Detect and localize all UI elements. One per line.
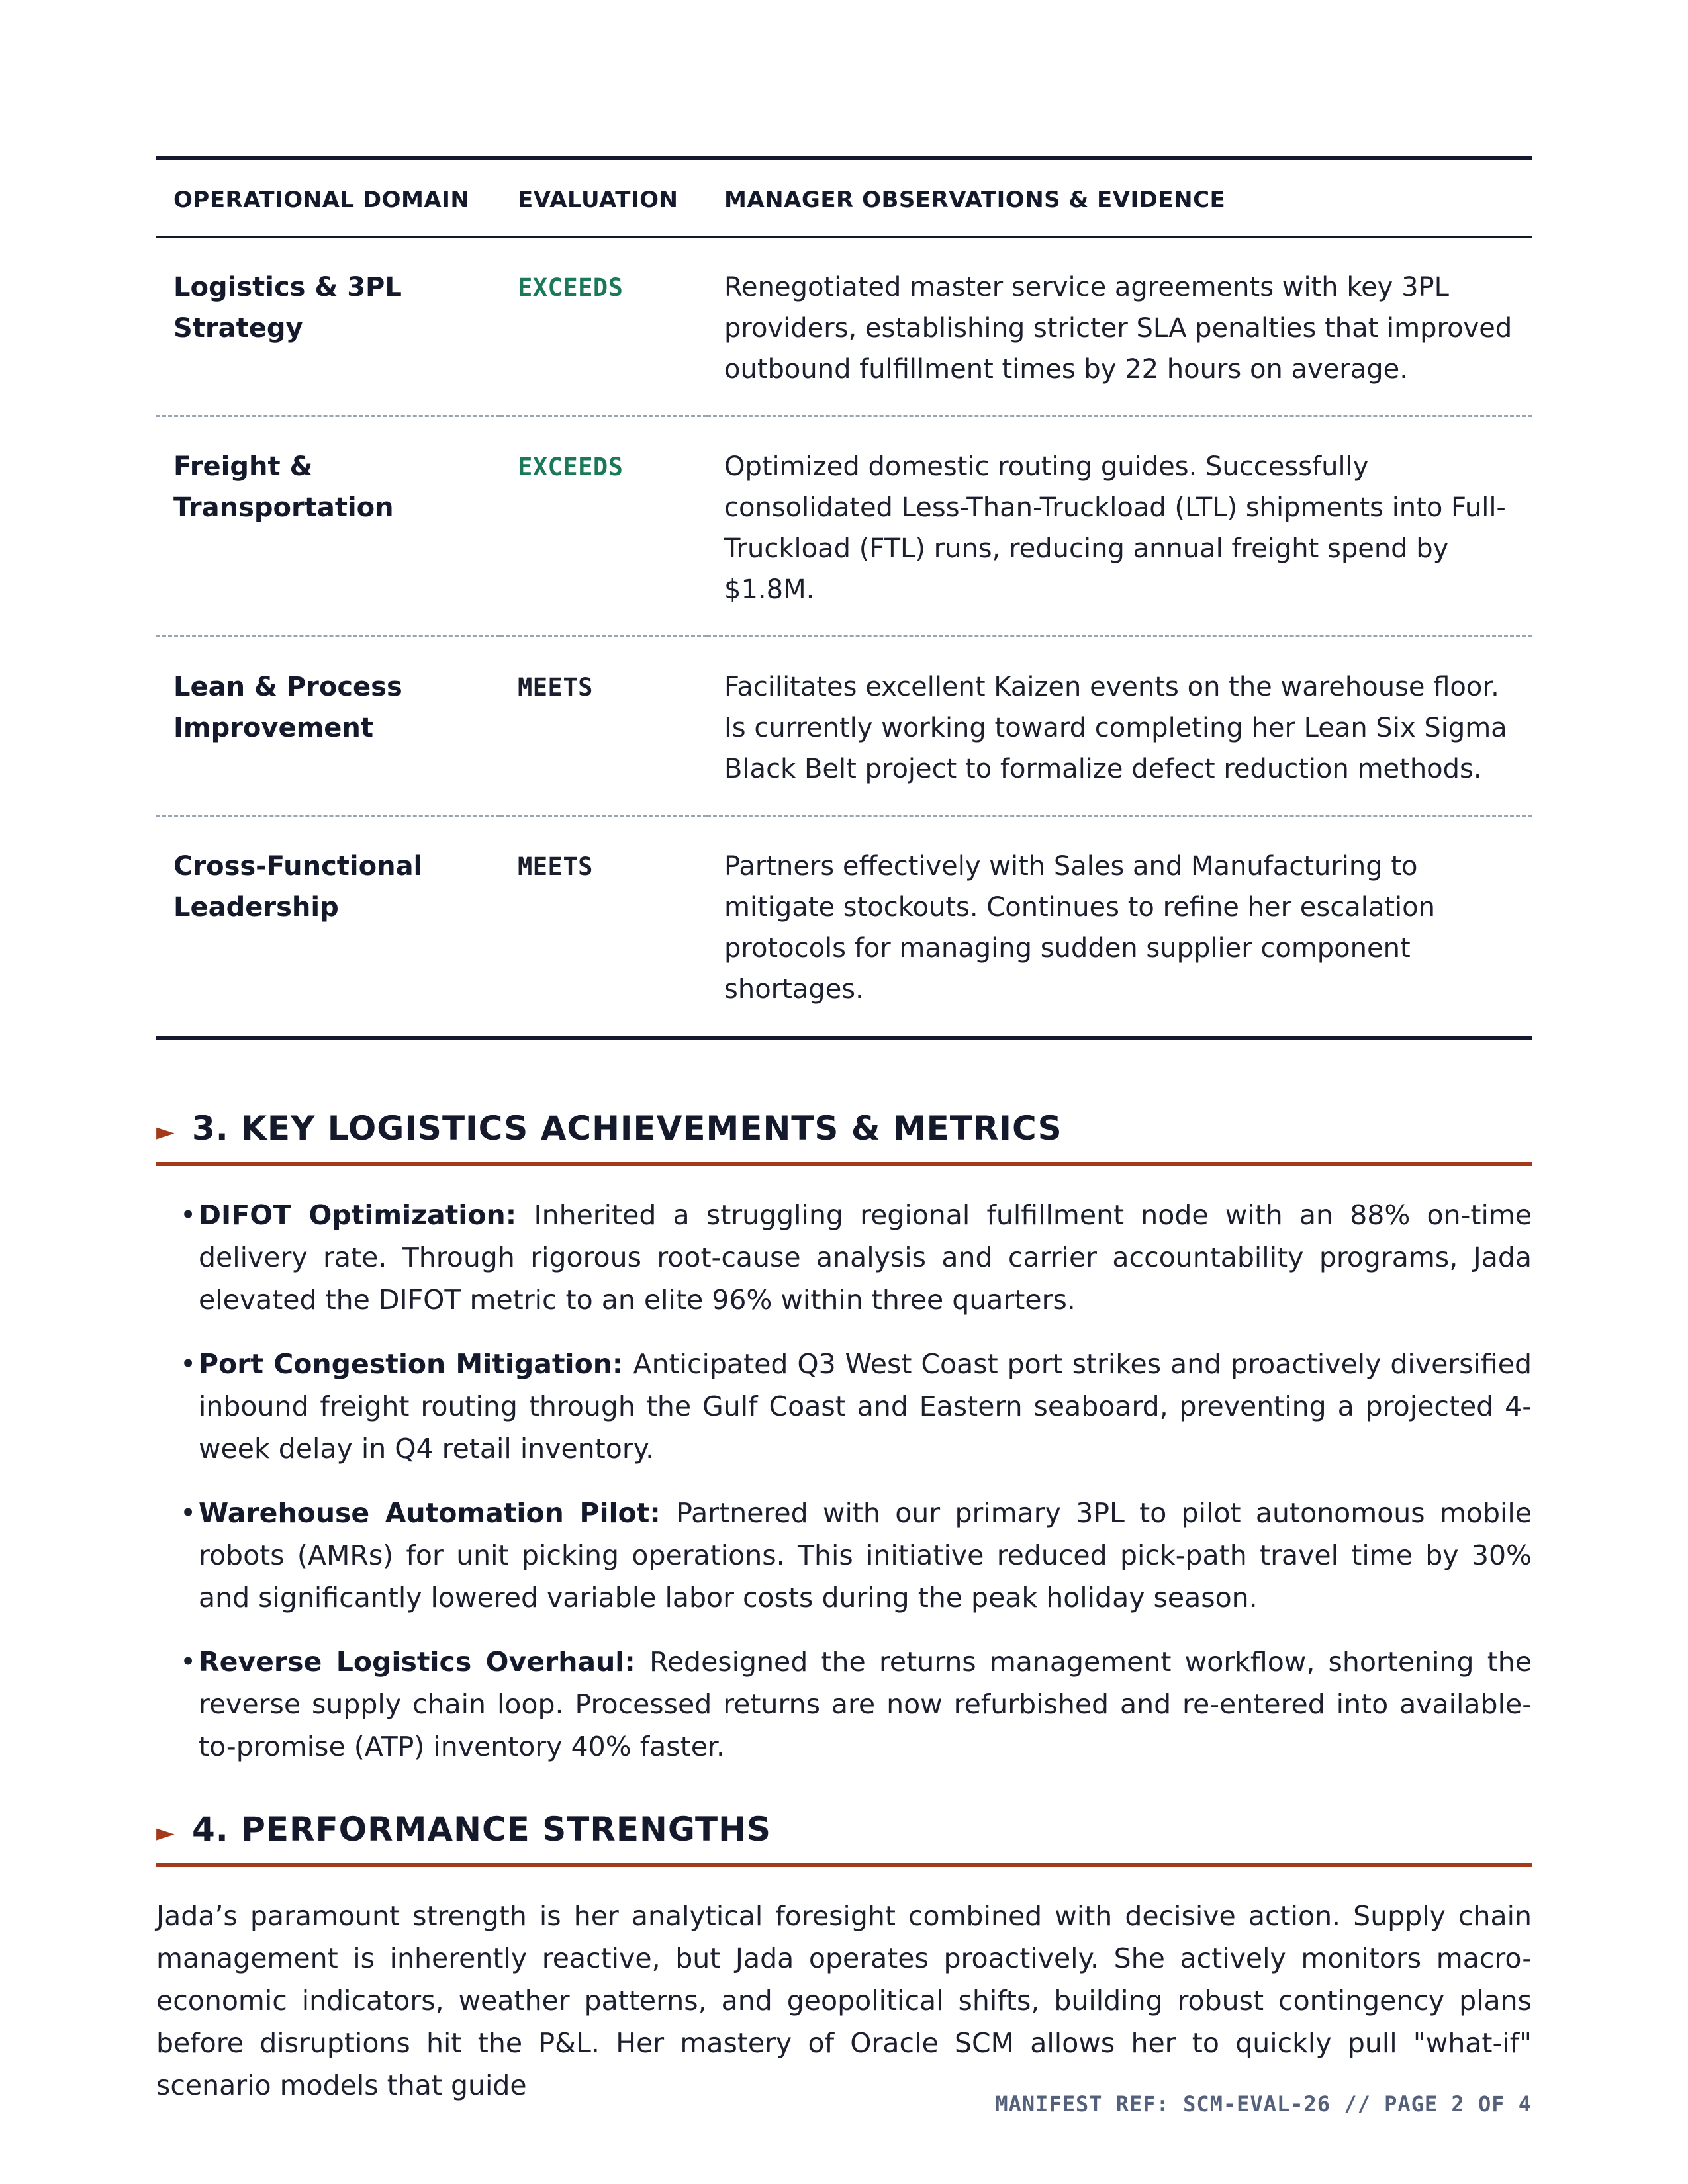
achievements-list (156, 1194, 1532, 1768)
section-arrow-icon: ► (156, 1118, 175, 1146)
list-item (156, 1492, 1532, 1619)
bullet-icon: • (180, 1646, 197, 1678)
section-heading-achievements (156, 1109, 1532, 1166)
column-header-observations: MANAGER OBSERVATIONS & EVIDENCE (707, 158, 1532, 237)
column-header-evaluation: EVALUATION (500, 158, 707, 237)
observation-cell: Partners effectively with Sales and Manufacturing to mitigate stockouts. Continues to refine her escalation protocols for managing sudden supplier component shortages. (724, 851, 1435, 1005)
rating-badge: EXCEEDS (518, 453, 624, 481)
section-title: 4. PERFORMANCE STRENGTHS (192, 1810, 771, 1848)
domain-cell: Logistics & 3PL Strategy (156, 237, 500, 416)
bullet-text: Anticipated Q3 West Coast port strikes and proactively diversified inbound freight routing through the Gulf Coast and Eastern seaboard, preventing a projected 4-week delay in Q4 retail inventory. (199, 1348, 1532, 1465)
bullet-lead: Reverse Logistics Overhaul: (199, 1646, 650, 1678)
section-title: 3. KEY LOGISTICS ACHIEVEMENTS & METRICS (192, 1109, 1062, 1148)
observation-cell: Renegotiated master service agreements with key 3PL providers, establishing stricter SLA penalties that improved outbound fulfillment times by 22 hours on average. (707, 237, 1532, 416)
evaluation-table (156, 156, 1532, 1040)
domain-cell: Lean & Process Improvement (156, 637, 500, 816)
column-header-domain: OPERATIONAL DOMAIN (156, 158, 500, 237)
table-row (156, 237, 1532, 416)
section-heading-strengths (156, 1810, 1532, 1867)
bullet-text: Redesigned the returns management workflow, shortening the reverse supply chain loop. Processed returns are now refurbished and re-entered into available-to-promise (ATP) inventory 40% faster. (199, 1646, 1532, 1762)
rating-badge: MEETS (518, 673, 593, 702)
strengths-paragraph: Jada’s paramount strength is her analytical foresight combined with decisive action. Supply chain management is inherently reactive, but Jada operates proactively. She actively monitors macro-economic indicators, weather patterns, and geopolitical shifts, building robust contingency plans before disruptions hit the P&L. Her mastery of Oracle SCM allows her to quickly pull "what-if" scenario models that guide (156, 1900, 1532, 2101)
bullet-text: Inherited a struggling regional fulfillment node with an 88% on-time delivery rate. Through rigorous root-cause analysis and carrier accountability programs, Jada elevated the DIFOT metric to an elite 96% within three quarters. (199, 1199, 1532, 1316)
bullet-lead: Port Congestion Mitigation: (199, 1348, 633, 1380)
bullet-icon: • (180, 1348, 197, 1380)
observation-cell: Facilitates excellent Kaizen events on the warehouse floor. Is currently working toward completing her Lean Six Sigma Black Belt project to formalize defect reduction methods. (707, 637, 1532, 816)
bullet-icon: • (180, 1199, 197, 1231)
page-footer: MANIFEST REF: SCM-EVAL-26 // PAGE 2 OF 4 (995, 2091, 1532, 2116)
list-item (156, 1343, 1532, 1470)
rating-badge: MEETS (518, 852, 593, 881)
table-header-row (156, 158, 1532, 237)
domain-cell: Freight & Transportation (156, 416, 500, 637)
domain-cell: Cross-Functional Leadership (173, 851, 423, 923)
document-page (156, 156, 1532, 2101)
bullet-lead: Warehouse Automation Pilot: (199, 1497, 677, 1529)
bullet-icon: • (180, 1497, 197, 1529)
evaluation-cell (500, 237, 707, 416)
table-row (156, 416, 1532, 637)
rating-badge: EXCEEDS (518, 273, 624, 302)
table-row (156, 816, 1532, 1039)
table-row (156, 637, 1532, 816)
bullet-text: Partnered with our primary 3PL to pilot autonomous mobile robots (AMRs) for unit picking operations. This initiative reduced pick-path travel time by 30% and significantly lowered variable labor costs during the peak holiday season. (199, 1497, 1532, 1614)
observation-cell: Optimized domestic routing guides. Successfully consolidated Less-Than-Truckload (LTL) shipments into Full-Truckload (FTL) runs, reducing annual freight spend by $1.8M. (707, 416, 1532, 637)
evaluation-cell (500, 416, 707, 637)
evaluation-cell (500, 637, 707, 816)
bullet-lead: DIFOT Optimization: (199, 1199, 534, 1231)
evaluation-cell (500, 816, 707, 1039)
section-arrow-icon: ► (156, 1819, 175, 1846)
list-item (156, 1194, 1532, 1321)
list-item (156, 1641, 1532, 1768)
